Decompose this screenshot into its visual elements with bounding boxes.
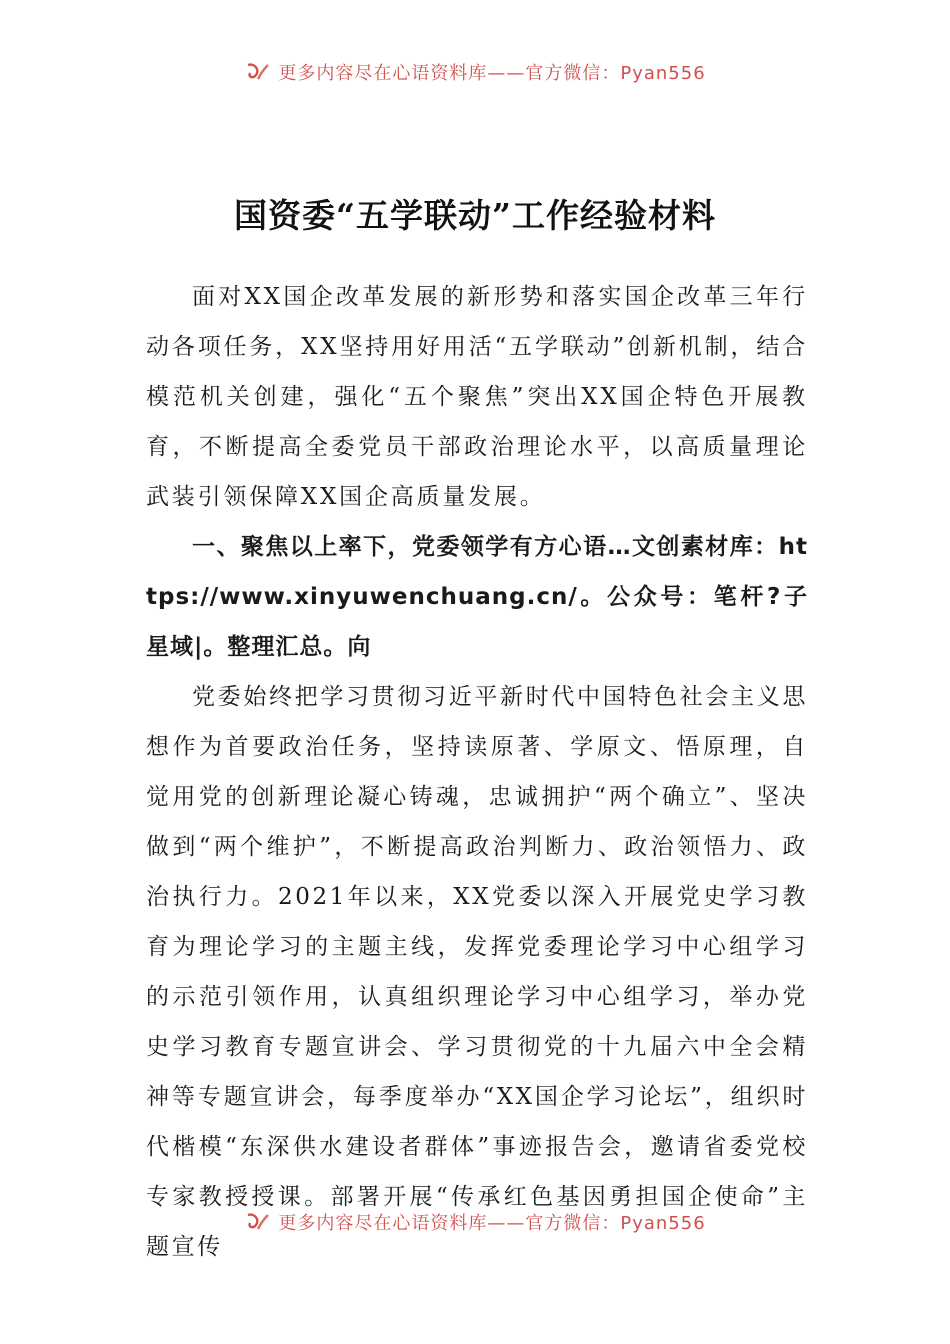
document-title: 国资委“五学联动”工作经验材料	[234, 196, 716, 236]
watermark-text: 更多内容尽在心语资料库——官方微信：Pyan556	[278, 63, 706, 84]
watermark-bottom	[0, 1206, 950, 1238]
watermark-logo-icon	[244, 61, 270, 83]
watermark-logo-icon	[244, 1211, 270, 1233]
document-body	[146, 272, 808, 1272]
section-heading-1: 一、聚焦以上率下，党委领学有方心语…文创素材库：https://www.xinyuwenchuang.cn/。公众号：笔杆?子星域|。整理汇总。向	[146, 534, 808, 660]
section-1-paragraph: 党委始终把学习贯彻习近平新时代中国特色社会主义思想作为首要政治任务，坚持读原著、学原文、悟原理，自觉用党的创新理论凝心铸魂，忠诚拥护“两个确立”、坚决做到“两个维护”，不断提高政治判断力、政治领悟力、政治执行力。2021年以来，XX党委以深入开展党史学习教育为理论学习的主题主线，发挥党委理论学习中心组学习的示范引领作用，认真组织理论学习中心组学习，举办党史学习教育专题宣讲会、学习贯彻党的十九届六中全会精神等专题宣讲会，每季度举办“XX国企学习论坛”，组织时代楷模“东深供水建设者群体”事迹报告会，邀请省委党校专家教授授课。部署开展“传承红色基因勇担国企使命”主题宣传	[146, 684, 808, 1260]
watermark-text: 更多内容尽在心语资料库——官方微信：Pyan556	[278, 1213, 706, 1234]
intro-paragraph: 面对XX国企改革发展的新形势和落实国企改革三年行动各项任务，XX坚持用好用活“五学联动”创新机制，结合模范机关创建，强化“五个聚焦”突出XX国企特色开展教育，不断提高全委党员干部政治理论水平，以高质量理论武装引领保障XX国企高质量发展。	[146, 284, 808, 510]
watermark-top	[0, 56, 950, 88]
